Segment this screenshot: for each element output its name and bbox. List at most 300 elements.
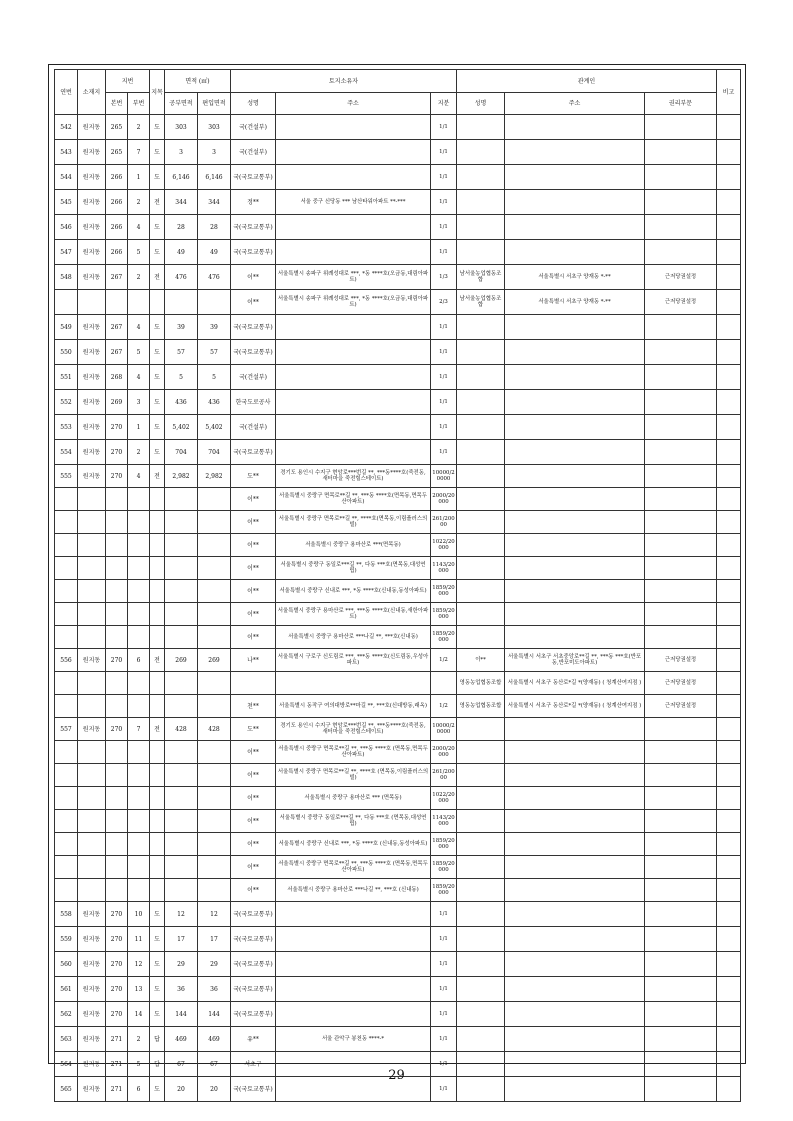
cell-yeonbeon	[55, 879, 78, 902]
cell-right-type	[645, 190, 717, 215]
cell-jimok	[150, 290, 165, 315]
cell-jimok: 도	[150, 952, 165, 977]
cell-bonbeon	[106, 787, 128, 810]
cell-gongbu-area	[165, 833, 198, 856]
cell-related-name	[457, 580, 505, 603]
cell-bonbeon: 266	[106, 165, 128, 190]
cell-owner-name: 한국도로공사	[231, 390, 276, 415]
cell-bonbeon: 270	[106, 902, 128, 927]
cell-owner-name: 국(국토교통부)	[231, 440, 276, 465]
cell-related-address: 서울특별시 서초구 양재동 *-**	[505, 290, 645, 315]
cell-pyeonip-area	[198, 511, 231, 534]
cell-jimok: 전	[150, 465, 165, 488]
cell-owner-name: 이**	[231, 626, 276, 649]
cell-share: 1/1	[431, 390, 457, 415]
cell-bubeon	[128, 488, 150, 511]
cell-related-address	[505, 140, 645, 165]
cell-pyeonip-area: 269	[198, 649, 231, 672]
cell-owner-name: 유**	[231, 1027, 276, 1052]
cell-related-name	[457, 927, 505, 952]
cell-related-address	[505, 718, 645, 741]
cell-pyeonip-area	[198, 626, 231, 649]
cell-gongbu-area: 436	[165, 390, 198, 415]
cell-bigo	[717, 810, 741, 833]
cell-related-name	[457, 833, 505, 856]
header-yeonbeon: 연번	[55, 70, 78, 115]
cell-owner-name: 국(건설부)	[231, 415, 276, 440]
cell-sojaeji	[78, 534, 106, 557]
cell-owner-address: 서울특별시 중랑구 면목로**길 **, ***동 ****호(면목동,면목두산아파트)	[276, 488, 431, 511]
cell-bigo	[717, 787, 741, 810]
table-row	[55, 810, 741, 833]
cell-bigo	[717, 365, 741, 390]
cell-owner-address: 서울특별시 동작구 여의대방로**마길 **, ***호(신대방동,래옥)	[276, 695, 431, 718]
cell-related-name	[457, 488, 505, 511]
table-row	[55, 140, 741, 165]
cell-related-address	[505, 440, 645, 465]
cell-owner-address: 서울특별시 구로구 신도림로 ***, ***동 ****호(신도림동,우성아파트)	[276, 649, 431, 672]
cell-share: 1/2	[431, 695, 457, 718]
cell-related-name	[457, 340, 505, 365]
cell-related-name	[457, 557, 505, 580]
cell-right-type	[645, 810, 717, 833]
cell-related-name	[457, 365, 505, 390]
cell-owner-name: 이**	[231, 290, 276, 315]
cell-yeonbeon: 554	[55, 440, 78, 465]
cell-bubeon: 1	[128, 165, 150, 190]
cell-right-type: 근저당권설정	[645, 695, 717, 718]
cell-bubeon	[128, 879, 150, 902]
cell-right-type	[645, 165, 717, 190]
cell-related-name	[457, 902, 505, 927]
cell-bubeon: 4	[128, 365, 150, 390]
cell-yeonbeon: 549	[55, 315, 78, 340]
cell-gongbu-area: 36	[165, 977, 198, 1002]
cell-sojaeji	[78, 764, 106, 787]
cell-right-type	[645, 440, 717, 465]
cell-sojaeji: 원지동	[78, 215, 106, 240]
cell-yeonbeon: 546	[55, 215, 78, 240]
cell-owner-address	[276, 440, 431, 465]
cell-gongbu-area: 2,982	[165, 465, 198, 488]
cell-sojaeji	[78, 603, 106, 626]
table-row	[55, 649, 741, 672]
cell-bonbeon: 267	[106, 265, 128, 290]
cell-bonbeon: 266	[106, 190, 128, 215]
cell-bubeon	[128, 764, 150, 787]
cell-bubeon: 11	[128, 927, 150, 952]
cell-yeonbeon	[55, 695, 78, 718]
table-row	[55, 626, 741, 649]
table-row	[55, 787, 741, 810]
table-row	[55, 534, 741, 557]
cell-yeonbeon	[55, 557, 78, 580]
cell-owner-address: 서울특별시 중랑구 용마산로 ***(면목동)	[276, 534, 431, 557]
table-row	[55, 557, 741, 580]
cell-owner-name	[231, 672, 276, 695]
cell-bonbeon: 267	[106, 315, 128, 340]
cell-jimok: 도	[150, 215, 165, 240]
cell-owner-address	[276, 165, 431, 190]
cell-jimok	[150, 787, 165, 810]
cell-pyeonip-area: 49	[198, 240, 231, 265]
cell-owner-address: 경기도 용인시 수지구 현암로***번길 **, ***동****호(죽전동, 새터마을 죽전힐스테이트)	[276, 718, 431, 741]
cell-owner-name: 국(국토교통부)	[231, 977, 276, 1002]
cell-sojaeji: 원지동	[78, 952, 106, 977]
cell-owner-name: 이**	[231, 787, 276, 810]
cell-owner-address: 서울특별시 송파구 위례성대로 ***, *동 ****호(오금동,대림아파트)	[276, 265, 431, 290]
cell-related-address	[505, 833, 645, 856]
cell-pyeonip-area: 5,402	[198, 415, 231, 440]
table-row	[55, 580, 741, 603]
cell-bigo	[717, 764, 741, 787]
cell-jimok: 도	[150, 927, 165, 952]
cell-related-address	[505, 927, 645, 952]
cell-gongbu-area: 144	[165, 1002, 198, 1027]
cell-yeonbeon: 565	[55, 1077, 78, 1102]
cell-pyeonip-area: 20	[198, 1077, 231, 1102]
cell-bubeon: 2	[128, 265, 150, 290]
cell-owner-name: 국(건설부)	[231, 140, 276, 165]
cell-owner-name: 서초구	[231, 1052, 276, 1077]
cell-sojaeji: 원지동	[78, 902, 106, 927]
cell-pyeonip-area: 2,982	[198, 465, 231, 488]
cell-sojaeji: 원지동	[78, 415, 106, 440]
cell-pyeonip-area	[198, 603, 231, 626]
cell-related-name	[457, 856, 505, 879]
cell-related-address	[505, 465, 645, 488]
cell-share: 1/1	[431, 140, 457, 165]
cell-bigo	[717, 603, 741, 626]
cell-related-address	[505, 1002, 645, 1027]
cell-related-address	[505, 626, 645, 649]
cell-jimok	[150, 695, 165, 718]
header-related-name: 성명	[457, 93, 505, 115]
header-right-type: 권리부문	[645, 93, 717, 115]
cell-pyeonip-area	[198, 672, 231, 695]
cell-related-name	[457, 415, 505, 440]
cell-share: 1/1	[431, 1002, 457, 1027]
cell-right-type	[645, 626, 717, 649]
cell-jimok	[150, 810, 165, 833]
cell-yeonbeon	[55, 810, 78, 833]
cell-related-address	[505, 557, 645, 580]
cell-right-type	[645, 115, 717, 140]
cell-related-address	[505, 488, 645, 511]
cell-jimok: 도	[150, 165, 165, 190]
cell-gongbu-area: 476	[165, 265, 198, 290]
cell-share: 1/1	[431, 315, 457, 340]
cell-sojaeji: 원지동	[78, 140, 106, 165]
cell-jimok: 전	[150, 718, 165, 741]
cell-yeonbeon: 545	[55, 190, 78, 215]
cell-bonbeon	[106, 764, 128, 787]
cell-bigo	[717, 115, 741, 140]
cell-gongbu-area: 17	[165, 927, 198, 952]
cell-bonbeon: 270	[106, 465, 128, 488]
cell-share: 1/1	[431, 927, 457, 952]
cell-sojaeji	[78, 856, 106, 879]
cell-related-address: 서울특별시 서초구 양재동 *-**	[505, 265, 645, 290]
cell-owner-address	[276, 927, 431, 952]
cell-bigo	[717, 856, 741, 879]
cell-bonbeon: 271	[106, 1052, 128, 1077]
cell-sojaeji: 원지동	[78, 977, 106, 1002]
cell-sojaeji	[78, 511, 106, 534]
cell-owner-name: 국(국토교통부)	[231, 340, 276, 365]
cell-right-type	[645, 603, 717, 626]
cell-related-address	[505, 511, 645, 534]
cell-owner-name: 국(국토교통부)	[231, 215, 276, 240]
cell-gongbu-area: 469	[165, 1027, 198, 1052]
table-row	[55, 603, 741, 626]
cell-share: 1859/20000	[431, 626, 457, 649]
cell-related-name	[457, 1002, 505, 1027]
cell-bubeon	[128, 787, 150, 810]
cell-related-name	[457, 140, 505, 165]
cell-pyeonip-area: 436	[198, 390, 231, 415]
cell-owner-name: 국(국토교통부)	[231, 927, 276, 952]
cell-pyeonip-area	[198, 879, 231, 902]
header-owner-group: 토지소유자	[231, 70, 457, 93]
table-row	[55, 365, 741, 390]
cell-owner-name: 이**	[231, 833, 276, 856]
table-row	[55, 390, 741, 415]
cell-bubeon: 4	[128, 315, 150, 340]
cell-bonbeon	[106, 741, 128, 764]
cell-sojaeji	[78, 290, 106, 315]
table-row	[55, 340, 741, 365]
cell-share: 1/1	[431, 115, 457, 140]
table-row	[55, 415, 741, 440]
cell-gongbu-area: 57	[165, 340, 198, 365]
cell-bigo	[717, 315, 741, 340]
cell-owner-name: 이**	[231, 265, 276, 290]
cell-bubeon	[128, 511, 150, 534]
cell-pyeonip-area	[198, 488, 231, 511]
cell-related-address	[505, 856, 645, 879]
cell-related-address	[505, 879, 645, 902]
cell-pyeonip-area: 29	[198, 952, 231, 977]
cell-owner-address: 서울특별시 중랑구 면목로**길 **, ****호 (면목동,이림플러스의빌)	[276, 764, 431, 787]
cell-jimok	[150, 833, 165, 856]
table-row	[55, 902, 741, 927]
table-row	[55, 1027, 741, 1052]
cell-yeonbeon: 547	[55, 240, 78, 265]
cell-related-address	[505, 165, 645, 190]
cell-gongbu-area: 704	[165, 440, 198, 465]
cell-yeonbeon: 556	[55, 649, 78, 672]
cell-bigo	[717, 465, 741, 488]
cell-right-type: 근저당권설정	[645, 265, 717, 290]
cell-bubeon: 13	[128, 977, 150, 1002]
cell-gongbu-area	[165, 488, 198, 511]
cell-yeonbeon: 562	[55, 1002, 78, 1027]
cell-pyeonip-area	[198, 764, 231, 787]
cell-gongbu-area: 29	[165, 952, 198, 977]
cell-pyeonip-area	[198, 557, 231, 580]
cell-yeonbeon: 560	[55, 952, 78, 977]
cell-sojaeji: 원지동	[78, 340, 106, 365]
cell-bigo	[717, 534, 741, 557]
table-row	[55, 977, 741, 1002]
cell-owner-address: 서울특별시 중랑구 신내로 ***, *동 ****호(신내동,동성아파트)	[276, 580, 431, 603]
cell-bonbeon: 270	[106, 649, 128, 672]
cell-owner-name: 국(국토교통부)	[231, 315, 276, 340]
cell-sojaeji: 원지동	[78, 240, 106, 265]
table-row	[55, 927, 741, 952]
cell-bonbeon: 270	[106, 1002, 128, 1027]
cell-jimok: 도	[150, 140, 165, 165]
cell-yeonbeon	[55, 534, 78, 557]
cell-share: 1/1	[431, 165, 457, 190]
cell-share: 1/1	[431, 415, 457, 440]
cell-bonbeon: 265	[106, 140, 128, 165]
cell-jimok: 도	[150, 340, 165, 365]
cell-pyeonip-area: 3	[198, 140, 231, 165]
cell-yeonbeon: 555	[55, 465, 78, 488]
cell-yeonbeon: 553	[55, 415, 78, 440]
cell-bonbeon: 270	[106, 952, 128, 977]
cell-related-name	[457, 603, 505, 626]
cell-bubeon	[128, 856, 150, 879]
cell-related-name	[457, 764, 505, 787]
cell-sojaeji	[78, 695, 106, 718]
cell-right-type	[645, 511, 717, 534]
cell-jimok: 도	[150, 902, 165, 927]
cell-jimok: 전	[150, 265, 165, 290]
cell-jimok	[150, 856, 165, 879]
cell-gongbu-area: 39	[165, 315, 198, 340]
table-row	[55, 115, 741, 140]
cell-yeonbeon: 561	[55, 977, 78, 1002]
cell-related-address	[505, 240, 645, 265]
cell-bigo	[717, 215, 741, 240]
cell-owner-name: 국(건설부)	[231, 365, 276, 390]
cell-bubeon	[128, 580, 150, 603]
cell-gongbu-area: 12	[165, 902, 198, 927]
table-body	[55, 115, 741, 1102]
table-row	[55, 672, 741, 695]
cell-owner-name: 국(국토교통부)	[231, 952, 276, 977]
cell-related-name	[457, 741, 505, 764]
cell-related-address	[505, 741, 645, 764]
cell-share: 1/1	[431, 240, 457, 265]
cell-related-name	[457, 440, 505, 465]
cell-bonbeon	[106, 695, 128, 718]
cell-share: 1859/20000	[431, 580, 457, 603]
cell-bigo	[717, 902, 741, 927]
cell-right-type	[645, 557, 717, 580]
cell-bubeon	[128, 833, 150, 856]
cell-jimok: 도	[150, 440, 165, 465]
cell-bigo	[717, 1027, 741, 1052]
cell-right-type: 근저당권설정	[645, 649, 717, 672]
cell-bigo	[717, 927, 741, 952]
cell-share: 2/3	[431, 290, 457, 315]
cell-gongbu-area	[165, 534, 198, 557]
cell-gongbu-area	[165, 672, 198, 695]
cell-right-type	[645, 833, 717, 856]
cell-related-address	[505, 390, 645, 415]
cell-bigo	[717, 580, 741, 603]
cell-related-address	[505, 1027, 645, 1052]
table-row	[55, 465, 741, 488]
cell-bigo	[717, 290, 741, 315]
table-row	[55, 833, 741, 856]
cell-jimok: 도	[150, 240, 165, 265]
cell-share	[431, 672, 457, 695]
cell-bigo	[717, 340, 741, 365]
cell-bigo	[717, 718, 741, 741]
cell-pyeonip-area	[198, 856, 231, 879]
cell-bubeon	[128, 534, 150, 557]
cell-share: 2000/20000	[431, 741, 457, 764]
cell-pyeonip-area	[198, 695, 231, 718]
cell-gongbu-area: 28	[165, 215, 198, 240]
cell-gongbu-area: 5	[165, 365, 198, 390]
cell-related-name: 남서울농업협동조합	[457, 290, 505, 315]
cell-bonbeon: 266	[106, 215, 128, 240]
cell-owner-address	[276, 672, 431, 695]
cell-owner-address: 경기도 용인시 수지구 현암로***번길 **, ***동****호(죽전동, 새터마을 죽전힐스테이트)	[276, 465, 431, 488]
cell-bigo	[717, 833, 741, 856]
table-header	[55, 70, 741, 115]
cell-share: 1/1	[431, 440, 457, 465]
cell-pyeonip-area: 344	[198, 190, 231, 215]
cell-sojaeji	[78, 787, 106, 810]
cell-pyeonip-area: 5	[198, 365, 231, 390]
cell-sojaeji	[78, 741, 106, 764]
cell-bigo	[717, 1002, 741, 1027]
cell-right-type	[645, 977, 717, 1002]
cell-bubeon	[128, 557, 150, 580]
cell-owner-address	[276, 215, 431, 240]
cell-owner-name: 국(국토교통부)	[231, 165, 276, 190]
cell-yeonbeon: 544	[55, 165, 78, 190]
cell-bubeon	[128, 672, 150, 695]
table-row	[55, 190, 741, 215]
cell-sojaeji	[78, 580, 106, 603]
cell-sojaeji: 원지동	[78, 265, 106, 290]
cell-bigo	[717, 557, 741, 580]
cell-bigo	[717, 240, 741, 265]
cell-share: 1859/20000	[431, 603, 457, 626]
cell-bonbeon	[106, 511, 128, 534]
cell-bigo	[717, 672, 741, 695]
table-row	[55, 165, 741, 190]
cell-right-type	[645, 580, 717, 603]
cell-owner-name: 도**	[231, 465, 276, 488]
cell-bigo	[717, 390, 741, 415]
cell-related-address: 서울특별시 서초구 동산로*길 *(양재동) ( 청계산여지점 )	[505, 695, 645, 718]
cell-yeonbeon	[55, 488, 78, 511]
cell-bubeon: 4	[128, 215, 150, 240]
cell-related-name	[457, 115, 505, 140]
cell-bigo	[717, 511, 741, 534]
cell-right-type	[645, 340, 717, 365]
cell-right-type	[645, 718, 717, 741]
cell-jimok: 답	[150, 1052, 165, 1077]
cell-bubeon: 2	[128, 440, 150, 465]
cell-yeonbeon	[55, 787, 78, 810]
cell-bigo	[717, 440, 741, 465]
cell-owner-name: 국(국토교통부)	[231, 1077, 276, 1102]
cell-share: 1/1	[431, 1077, 457, 1102]
cell-owner-address: 서울특별시 중랑구 용마산로 ***, ***동 ****호(신내동,새한아파트)	[276, 603, 431, 626]
cell-yeonbeon	[55, 603, 78, 626]
cell-pyeonip-area	[198, 290, 231, 315]
